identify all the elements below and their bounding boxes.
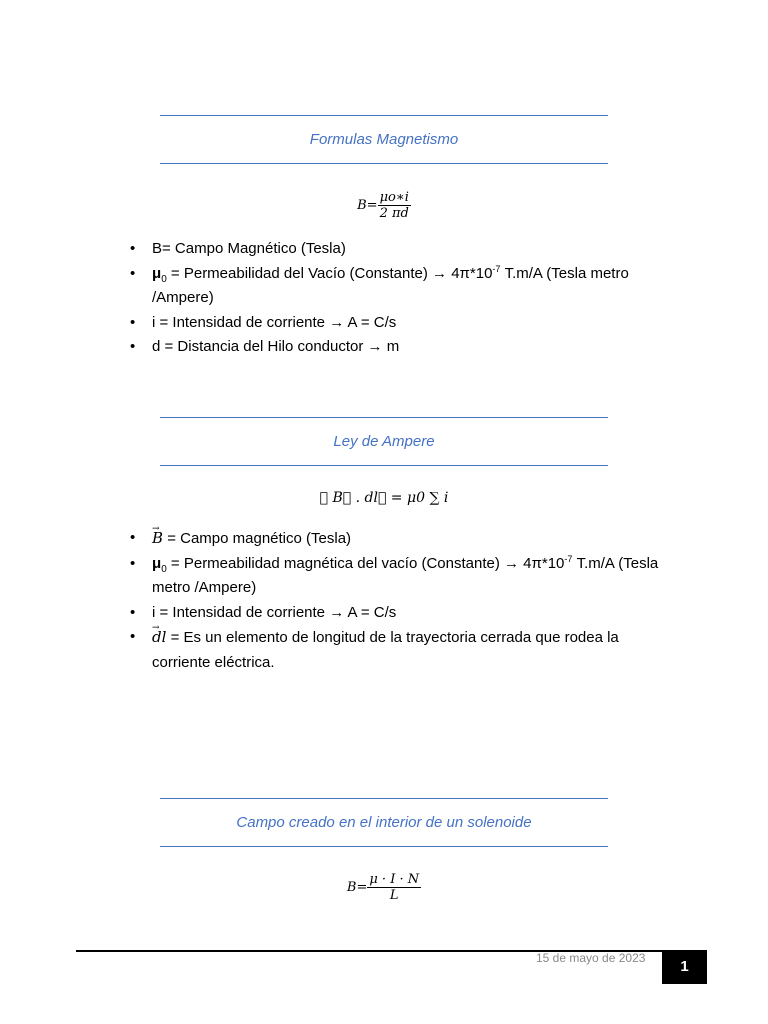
- variables-list-2: [130, 526, 672, 675]
- list-item-text: i = Intensidad de corriente → A = C/s: [152, 603, 397, 621]
- bullet: •: [130, 628, 136, 645]
- list-item-text: = Campo magnético (Tesla): [163, 530, 352, 547]
- formula-b-field-wire: [0, 190, 768, 221]
- footer-date: 15 de mayo de 2023: [536, 951, 646, 965]
- formula-numerator: μ · I · N: [369, 872, 420, 887]
- vector-b: → B: [152, 526, 163, 551]
- list-item-text: = Permeabilidad magnética del vacío (Constante) → 4π*10: [166, 554, 565, 572]
- formula-fraction: [367, 872, 421, 903]
- list-item: [130, 552, 672, 601]
- variables-list-1: [130, 237, 672, 360]
- heading-title: Ley de Ampere: [333, 433, 435, 450]
- mu-symbol: μ: [152, 264, 162, 282]
- mu-subscript: 0: [161, 563, 167, 575]
- heading-bottom-rule: [160, 846, 608, 847]
- list-item-text-tail: T.m/A (Tesla metro /Ampere): [152, 264, 629, 306]
- mu-subscript: 0: [161, 273, 167, 285]
- list-item-text-tail: T.m/A (Tesla metro /Ampere): [152, 554, 659, 596]
- heading-title: Formulas Magnetismo: [309, 131, 459, 148]
- list-item-text: d = Distancia del Hilo conductor → m: [152, 338, 400, 355]
- heading-title: Campo creado en el interior de un solenoide: [236, 814, 532, 831]
- formula-solenoid: [0, 872, 768, 903]
- mu-symbol: μ: [152, 554, 162, 572]
- formula-ampere-law: [0, 490, 768, 506]
- bullet: •: [130, 240, 136, 257]
- formula-lhs: B=: [357, 198, 378, 213]
- list-item: [130, 311, 672, 336]
- list-item: [130, 526, 672, 552]
- heading-bottom-rule: [160, 465, 608, 466]
- list-item-text: i = Intensidad de corriente → A = C/s: [152, 313, 397, 331]
- formula-text: ∮ B⃗ . dl⃗ = μ0 ∑ i: [319, 490, 449, 506]
- list-item: [130, 601, 672, 626]
- exponent: -7: [492, 263, 501, 274]
- bullet: •: [130, 554, 136, 572]
- list-item-text: B= Campo Magnético (Tesla): [152, 240, 346, 257]
- heading-bottom-rule: [160, 163, 608, 164]
- list-item: [130, 262, 672, 311]
- section-heading-ampere: [160, 417, 608, 466]
- vector-dl: → dl: [152, 625, 166, 650]
- page-number: 1: [662, 950, 707, 984]
- section-heading-formulas: [160, 115, 608, 164]
- list-item: [130, 625, 672, 675]
- bullet: •: [130, 264, 136, 282]
- formula-numerator: μo∗i: [379, 190, 409, 205]
- bullet: •: [130, 313, 136, 331]
- formula-denominator: 2 πd: [379, 206, 409, 221]
- formula-lhs: B=: [346, 880, 368, 895]
- section-heading-solenoid: [160, 798, 608, 847]
- bullet: •: [130, 529, 136, 546]
- bullet: •: [130, 603, 136, 621]
- formula-fraction: [378, 190, 411, 221]
- exponent: -7: [564, 553, 573, 564]
- bullet: •: [130, 338, 136, 355]
- list-item-text: = Permeabilidad del Vacío (Constante) → 4π*10: [166, 264, 493, 282]
- list-item: [130, 335, 672, 360]
- formula-denominator: L: [389, 888, 399, 903]
- list-item: [130, 237, 672, 262]
- list-item-text: = Es un elemento de longitud de la trayectoria cerrada que rodea la corriente eléctrica.: [152, 629, 619, 671]
